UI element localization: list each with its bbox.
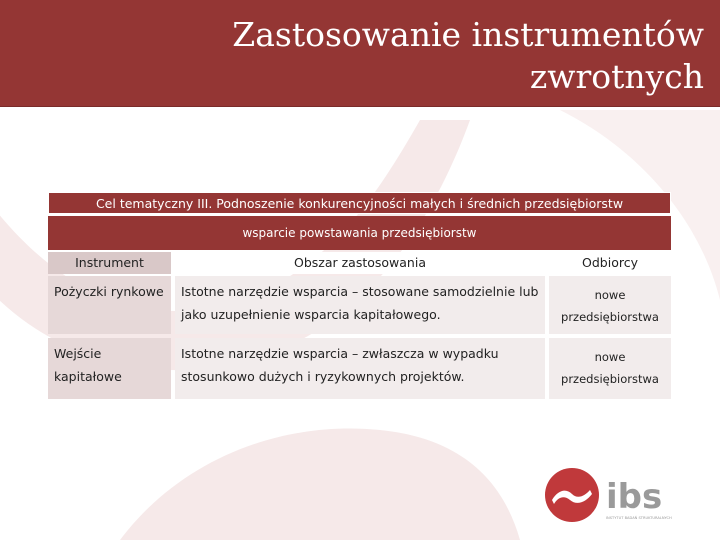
slide-header-bar [0, 0, 720, 107]
column-header-instrument: Instrument [48, 252, 171, 274]
row-2-area: Istotne narzędzie wsparcia – zwłaszcza w wypadku stosunkowo dużych i ryzykownych projektów. [175, 338, 545, 399]
table-subcaption-bar: wsparcie powstawania przedsiębiorstw [48, 216, 671, 250]
column-header-area: Obszar zastosowania [175, 252, 545, 274]
slide-title: Zastosowanie instrumentów zwrotnych [232, 15, 704, 96]
logo-tagline: INSTYTUT BADAŃ STRUKTURALNYCH [606, 516, 672, 520]
row-2-recipients: nowe przedsiębiorstwa [549, 338, 671, 399]
row-2-instrument: Wejście kapitałowe [48, 338, 171, 399]
row-1-recipients: nowe przedsiębiorstwa [549, 276, 671, 334]
ibs-logo [544, 466, 684, 526]
row-1-area: Istotne narzędzie wsparcia – stosowane samodzielnie lub jako uzupełnienie wsparcia kapitałowego. [175, 276, 545, 334]
row-1-instrument: Pożyczki rynkowe [48, 276, 171, 334]
table-caption-bar: Cel tematyczny III. Podnoszenie konkurencyjności małych i średnich przedsiębiorstw [48, 192, 671, 214]
logo-wordmark: ibs [606, 477, 663, 517]
column-header-recipients: Odbiorcy [549, 252, 671, 274]
